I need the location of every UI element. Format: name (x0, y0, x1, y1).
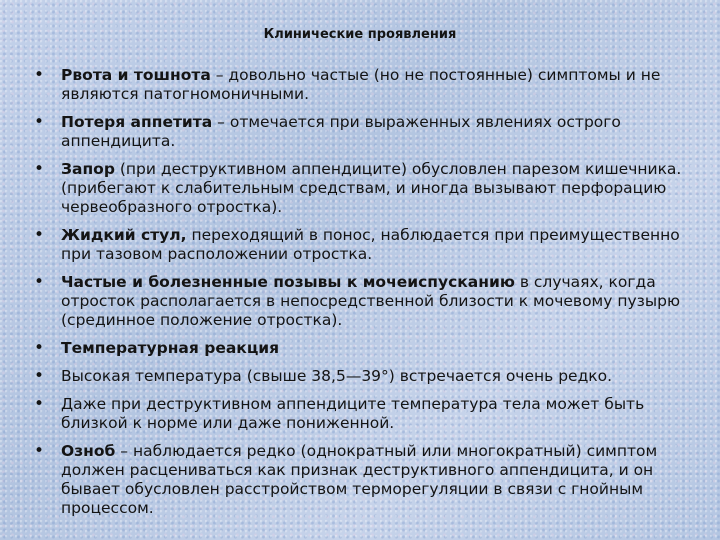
list-item (34, 113, 684, 151)
bullet-text: – отмечается при выраженных явлениях острого аппендицита. (61, 113, 621, 150)
list-item (34, 367, 684, 386)
list-item (34, 66, 684, 104)
bullet-text: – наблюдается редко (однократный или многократный) симптом должен расцениваться как признак деструктивного аппендицита, и он бывает обусловлен расстройством терморегуляции в связи с гнойным процессом. (61, 442, 658, 517)
bullet-icon: • (34, 65, 45, 85)
bullet-text: – довольно частые (но не постоянные) симптомы и не являются патогномоничными. (61, 66, 661, 103)
bullet-bold-text: Озноб (61, 442, 116, 460)
bullet-icon: • (34, 225, 45, 245)
bullet-icon: • (34, 366, 45, 386)
list-item (34, 160, 684, 217)
bullet-bold-text: Температурная реакция (61, 339, 280, 357)
list-item (34, 273, 684, 330)
bullet-icon: • (34, 394, 45, 414)
bullet-icon: • (34, 112, 45, 132)
bullet-icon: • (34, 338, 45, 358)
bullet-bold-text: Частые и болезненные позывы к мочеиспусканию (61, 273, 515, 291)
bullet-text: (при деструктивном аппендиците) обусловлен парезом кишечника. (прибегают к слабительным средствам, и иногда вызывают перфорацию червеобразного отростка). (61, 160, 682, 216)
list-item (34, 395, 684, 433)
bullet-text: переходящий в понос, наблюдается при преимущественно при тазовом расположении отростка. (61, 226, 680, 263)
bullet-text: в случаях, когда отросток располагается в непосредственной близости к мочевому пузырю (срединное положение отростка). (61, 273, 681, 329)
bullet-bold-text: Потеря аппетита (61, 113, 213, 131)
bullet-icon: • (34, 441, 45, 461)
bullet-bold-text: Жидкий стул, (61, 226, 187, 244)
bullet-bold-text: Рвота и тошнота (61, 66, 211, 84)
bullet-text: Высокая температура (свыше 38,5—39°) встречается очень редко. (61, 367, 613, 385)
bullet-icon: • (34, 159, 45, 179)
bullet-bold-text: Запор (61, 160, 115, 178)
bullet-text: Даже при деструктивном аппендиците температура тела может быть близкой к норме или даже пониженной. (61, 395, 645, 432)
list-item (34, 339, 684, 358)
list-item (34, 442, 684, 518)
bullet-icon: • (34, 272, 45, 292)
bullet-list (34, 66, 684, 527)
list-item (34, 226, 684, 264)
slide-title: Клинические проявления (263, 27, 457, 42)
